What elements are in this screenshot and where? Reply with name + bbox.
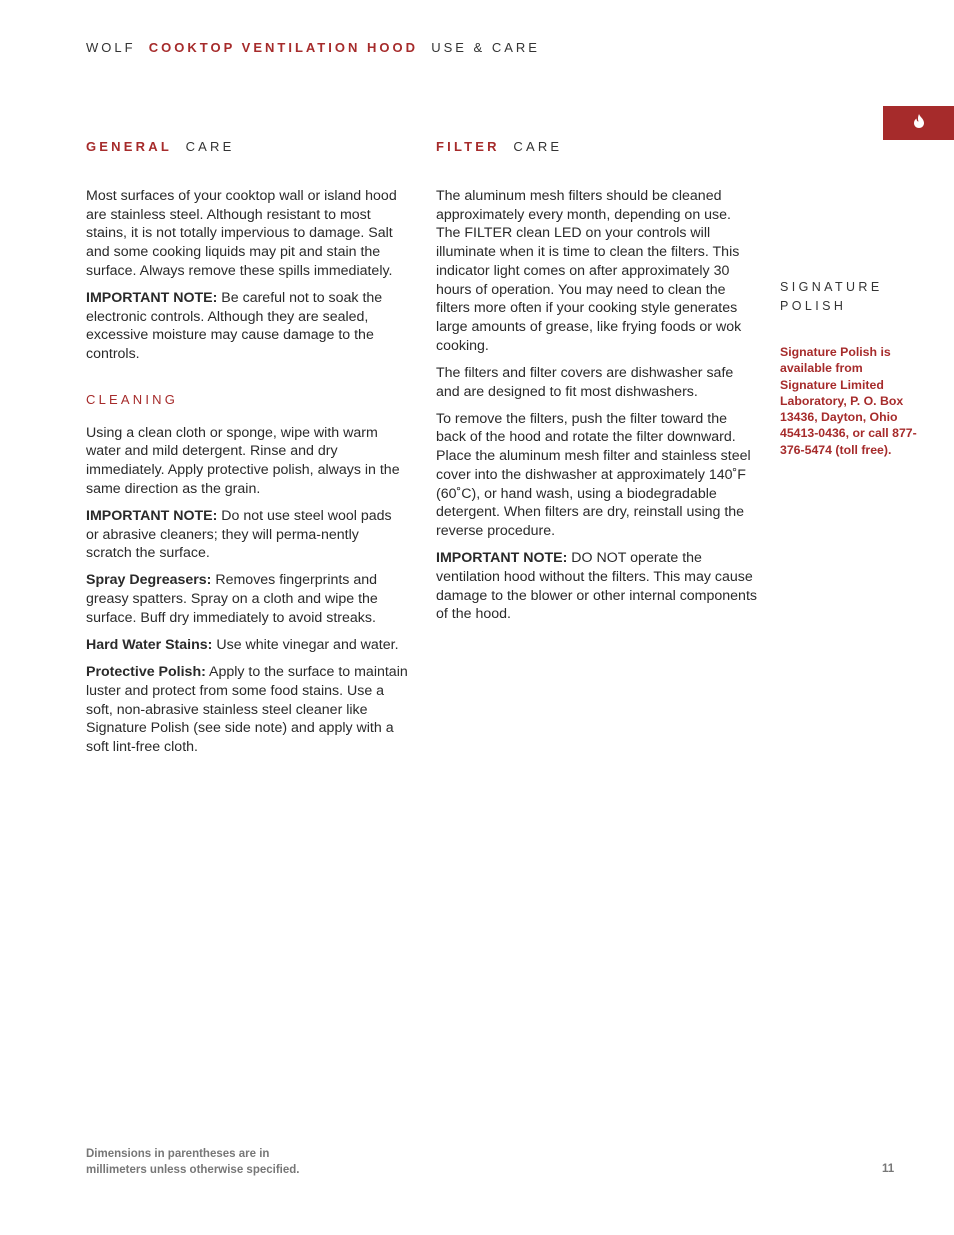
filter-dishwasher: The filters and filter covers are dishwasher safe and are designed to fit most dishwashers. xyxy=(436,364,734,400)
general-care-heading-bold: GENERAL xyxy=(86,139,172,154)
general-care-heading-rest: CARE xyxy=(185,139,235,154)
header-product: COOKTOP VENTILATION HOOD xyxy=(148,40,418,55)
cleaning-intro: Using a clean cloth or sponge, wipe with warm water and mild detergent. Rinse and dry immediately. Apply protective polish, always in the same direction as the grain. xyxy=(86,424,400,497)
section-tab xyxy=(883,106,954,140)
running-header xyxy=(86,40,540,55)
general-care-column xyxy=(86,187,408,765)
filter-care-intro: The aluminum mesh filters should be cleaned approximately every month, depending on use. The FILTER clean LED on your controls will illuminate when it is time to clean the filters. This indicator light comes on after approximately 30 hours of operation. You may need to clean the filters more often if your cooking style generates large amounts of grease, like frying foods or wok cooking. xyxy=(436,188,742,354)
filter-removal: To remove the filters, push the filter toward the back of the hood and rotate the filter downward. Place the aluminum mesh filter and stainless steel cover into the dishwasher at approximately 140˚F (60˚C), or hand wash, using a biodegradable detergent. When filters are dry, reinstall using the reverse procedure. xyxy=(436,410,751,539)
cleaning-note: IMPORTANT NOTE: Do not use steel wool pads or abrasive cleaners; they will perma-nently scratch the surface. xyxy=(86,507,392,562)
header-suffix: USE & CARE xyxy=(431,40,540,55)
general-care-heading xyxy=(86,139,235,154)
general-care-intro: Most surfaces of your cooktop wall or island hood are stainless steel. Although resistant to most stains, it is not totally impervious to damage. Salt and some cooking liquids may pit and stain the surface. Always remove these spills immediately. xyxy=(86,188,397,279)
filter-care-heading-bold: FILTER xyxy=(436,139,500,154)
header-brand: WOLF xyxy=(86,40,136,55)
cleaning-heading: CLEANING xyxy=(86,391,179,407)
side-note-heading: SIGNATURE POLISH xyxy=(780,280,883,313)
filter-care-column xyxy=(436,187,758,632)
dimensions-footnote: Dimensions in parentheses are in millimeters unless otherwise specified. xyxy=(86,1148,300,1176)
filter-care-heading-rest: CARE xyxy=(513,139,563,154)
general-care-note: IMPORTANT NOTE: Be careful not to soak the electronic controls. Although they are sealed, excessive moisture may cause damage to the controls. xyxy=(86,290,383,363)
flame-icon xyxy=(913,114,925,133)
spray-degreasers: Spray Degreasers: Removes fingerprints and greasy spatters. Spray on a cloth and wipe the surface. Buff dry immediately to avoid streaks. xyxy=(86,572,378,626)
side-note: Signature Polish is available from Signature Limited Laboratory, P. O. Box 13436, Dayton, Ohio 45413-0436, or call 877-376-5474 (toll free). xyxy=(780,345,917,457)
filter-care-heading xyxy=(436,139,562,154)
filter-note: IMPORTANT NOTE: DO NOT operate the ventilation hood without the filters. This may cause damage to the blower or other internal components of the hood. xyxy=(436,550,757,623)
page-number: 11 xyxy=(882,1163,895,1175)
protective-polish: Protective Polish: Apply to the surface to maintain luster and protect from some food stains. Use a soft, non-abrasive stainless steel cleaner like Signature Polish (see side note) and apply with a soft lint-free cloth. xyxy=(86,664,408,756)
hard-water-stains: Hard Water Stains: Use white vinegar and water. xyxy=(86,637,399,654)
